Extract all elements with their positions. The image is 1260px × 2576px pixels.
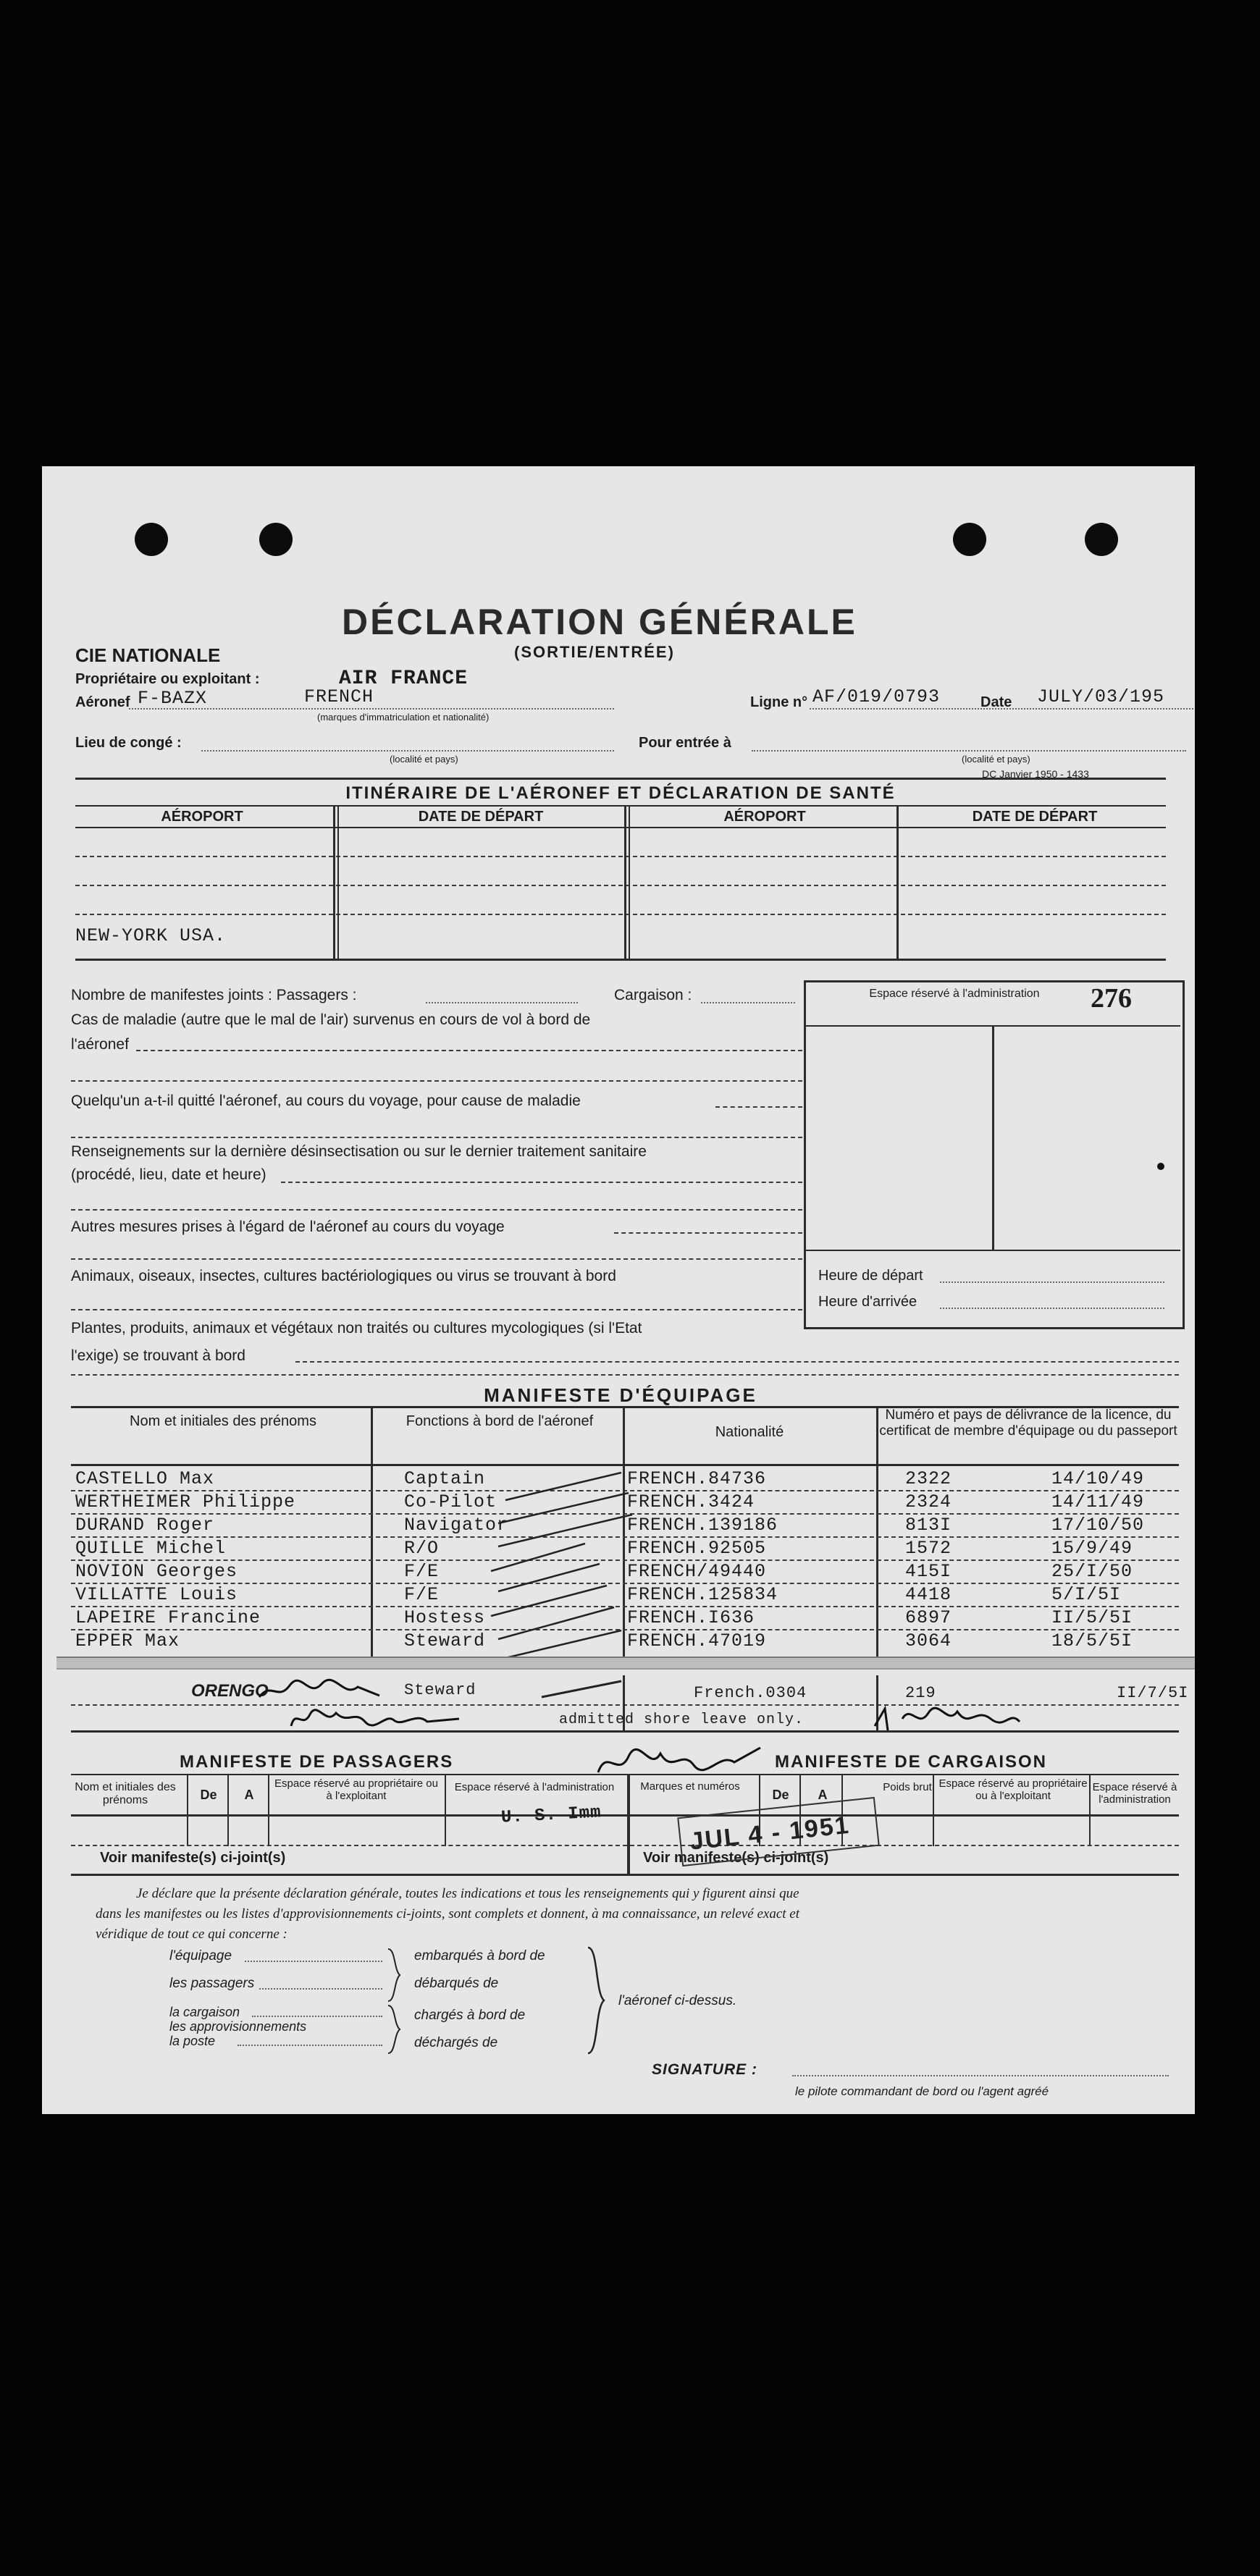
aeronef-value: F-BAZX — [138, 688, 208, 709]
handwriting-scribble — [592, 1741, 766, 1784]
crew-nationality: FRENCH.139186 — [627, 1515, 778, 1536]
pour-label: Pour entrée à — [639, 735, 731, 751]
rule — [75, 885, 1166, 886]
stamp-date: JUL 4 - 1951 — [688, 1811, 852, 1856]
page-title: DÉCLARATION GÉNÉRALE — [342, 602, 857, 642]
nationality-value: FRENCH — [304, 686, 374, 707]
crew-header-function: Fonctions à bord de l'aéronef — [406, 1413, 594, 1429]
crew-name: WERTHEIMER Philippe — [75, 1491, 296, 1512]
torn-strip — [56, 1657, 1195, 1670]
rule — [627, 1774, 630, 1874]
crew-licence: 2322 — [905, 1468, 952, 1489]
crew-header-licence: Numéro et pays de délivrance de la licence, du certificat de membre d'équipage ou du passeport — [879, 1407, 1177, 1439]
crew-nationality: FRENCH.I636 — [627, 1607, 755, 1628]
decl-debarques: débarqués de — [414, 1976, 499, 1991]
cargo-header-a: A — [818, 1788, 828, 1802]
large-brace — [584, 1946, 608, 2055]
rule — [896, 807, 899, 960]
crew-function: Co-Pilot — [404, 1491, 497, 1512]
decl-charges: chargés à bord de — [414, 2008, 526, 2023]
punch-hole — [953, 523, 986, 556]
crew-name: CASTELLO Max — [75, 1468, 215, 1489]
rule — [75, 959, 1166, 961]
rule — [71, 1845, 1179, 1846]
declaration-line-3: véridique de tout ce qui concerne : — [96, 1927, 287, 1942]
dotted-line — [259, 1988, 382, 1990]
crew-nationality: FRENCH.47019 — [627, 1630, 767, 1651]
crew-name: EPPER Max — [75, 1630, 180, 1651]
dc-reference: DC Janvier 1950 - 1433 — [982, 768, 1089, 780]
crew-licence-date: II/5/5I — [1051, 1607, 1133, 1628]
pax-header-de: De — [200, 1788, 217, 1802]
crew-name: DURAND Roger — [75, 1515, 215, 1536]
col-header-date-1: DATE DE DÉPART — [418, 809, 544, 825]
decl-poste: la poste — [169, 2034, 216, 2048]
crew-header-nationality: Nationalité — [715, 1424, 784, 1440]
rule — [227, 1774, 229, 1846]
rule — [992, 1025, 994, 1250]
pax-header-name: Nom et initiales des prénoms — [75, 1781, 176, 1807]
cargo-title: MANIFESTE DE CARGAISON — [775, 1752, 1048, 1772]
signature-label: SIGNATURE : — [652, 2061, 757, 2078]
date-value: JULY/03/195 — [1037, 686, 1165, 707]
rule — [445, 1774, 446, 1846]
rule — [75, 914, 1166, 915]
extra-crew-nationality: French.0304 — [694, 1684, 807, 1702]
lieu-note: (localité et pays) — [390, 754, 458, 765]
question-1b: l'aéronef — [71, 1036, 129, 1053]
crew-licence: 6897 — [905, 1607, 952, 1628]
crew-licence: 2324 — [905, 1491, 952, 1512]
rule — [624, 807, 626, 960]
cargo-header-poids: Poids brut — [883, 1781, 932, 1793]
punch-hole — [135, 523, 168, 556]
dotted-line — [129, 708, 614, 710]
cargo-voir: Voir manifeste(s) ci-joint(s) — [643, 1850, 829, 1866]
pax-header-a: A — [244, 1788, 254, 1802]
rule — [71, 1080, 802, 1082]
decl-aeronef: l'aéronef ci-dessus. — [618, 1993, 737, 2008]
admin-box-label: Espace réservé à l'administration — [869, 988, 1040, 1000]
first-airport: NEW-YORK USA. — [75, 925, 227, 946]
rule — [71, 1464, 1179, 1466]
question-1: Cas de maladie (autre que le mal de l'air) survenus en cours de vol à bord de — [71, 1011, 591, 1028]
cargo-header-reserve-prop: Espace réservé au propriétaire ou à l'exploitant — [938, 1777, 1088, 1802]
brace — [384, 2004, 406, 2055]
dotted-line — [940, 1281, 1164, 1283]
question-3: Renseignements sur la dernière désinsectisation ou sur le dernier traitement sanitaire — [71, 1143, 647, 1160]
crew-nationality: FRENCH.92505 — [627, 1538, 767, 1559]
crew-header-name: Nom et initiales des prénoms — [130, 1413, 316, 1429]
proprietaire-value: AIR FRANCE — [339, 668, 469, 690]
question-5: Animaux, oiseaux, insectes, cultures bactériologiques ou virus se trouvant à bord — [71, 1268, 616, 1284]
immigration-date-stamp — [677, 1797, 880, 1866]
declaration-line-2: dans les manifestes ou les listes d'approvisionnements ci-joints, sont complets et donnent, à ma connaissance, un relevé exact et — [96, 1906, 800, 1922]
crew-function: Captain — [404, 1468, 486, 1489]
crew-name: QUILLE Michel — [75, 1538, 227, 1559]
handwritten-marks — [476, 1468, 665, 1664]
rule — [75, 805, 1166, 807]
decl-decharges: déchargés de — [414, 2035, 498, 2050]
rule — [371, 1406, 373, 1662]
pax-header-reserve-prop: Espace réservé au propriétaire ou à l'exploitant — [274, 1777, 438, 1802]
rule — [75, 778, 1166, 780]
signature-note: le pilote commandant de bord ou l'agent agréé — [795, 2084, 1049, 2098]
rule — [933, 1774, 934, 1846]
admin-box-number: 276 — [1091, 983, 1132, 1014]
crew-licence: 1572 — [905, 1538, 952, 1559]
col-header-date-2: DATE DE DÉPART — [972, 809, 1098, 825]
rule — [71, 1730, 1179, 1733]
passengers-title: MANIFESTE DE PASSAGERS — [180, 1752, 454, 1772]
dotted-line — [238, 2045, 382, 2046]
handwriting-stroke — [534, 1675, 629, 1704]
heure-depart-label: Heure de départ — [818, 1268, 923, 1284]
crew-nationality: FRENCH/49440 — [627, 1561, 767, 1582]
ligne-value: AF/019/0793 — [812, 686, 941, 707]
itinerary-title: ITINÉRAIRE DE L'AÉRONEF ET DÉCLARATION DE SANTÉ — [345, 783, 896, 803]
crew-function: Navigator — [404, 1515, 509, 1536]
heure-arrivee-label: Heure d'arrivée — [818, 1294, 917, 1310]
extra-crew-function: Steward — [404, 1681, 476, 1699]
dotted-line — [426, 1002, 578, 1003]
manifests-label: Nombre de manifestes joints : Passagers : — [71, 987, 357, 1003]
crew-licence-date: 5/I/5I — [1051, 1584, 1122, 1605]
pax-voir: Voir manifeste(s) ci-joint(s) — [100, 1850, 286, 1866]
crew-nationality: FRENCH.84736 — [627, 1468, 767, 1489]
lieu-label: Lieu de congé : — [75, 735, 182, 751]
crew-function: F/E — [404, 1584, 440, 1605]
page-subtitle: (SORTIE/ENTRÉE) — [514, 643, 675, 661]
ligne-label: Ligne n° — [750, 694, 808, 710]
crew-licence: 415I — [905, 1561, 952, 1582]
question-3b: (procédé, lieu, date et heure) — [71, 1166, 266, 1183]
extra-crew-date: II/7/5I — [1117, 1684, 1189, 1702]
crew-name: LAPEIRE Francine — [75, 1607, 261, 1628]
rule — [715, 1106, 802, 1108]
punch-hole — [1085, 523, 1118, 556]
cargaison-label: Cargaison : — [614, 987, 692, 1003]
dotted-line — [252, 2016, 382, 2017]
handwriting-scribble — [256, 1677, 408, 1706]
crew-function: R/O — [404, 1538, 440, 1559]
rule — [333, 807, 335, 960]
crew-licence-date: 18/5/5I — [1051, 1630, 1133, 1651]
crew-licence-date: 25/I/50 — [1051, 1561, 1133, 1582]
question-2: Quelqu'un a-t-il quitté l'aéronef, au cours du voyage, pour cause de maladie — [71, 1093, 581, 1109]
decl-embarques: embarqués à bord de — [414, 1948, 545, 1963]
crew-licence: 3064 — [905, 1630, 952, 1651]
crew-function: F/E — [404, 1561, 440, 1582]
rule — [71, 1874, 1179, 1876]
decl-equipage: l'équipage — [169, 1948, 232, 1963]
cargo-header-de: De — [772, 1788, 789, 1802]
rule — [281, 1182, 802, 1183]
rule — [75, 856, 1166, 857]
rule — [136, 1050, 802, 1051]
crew-name: NOVION Georges — [75, 1561, 238, 1582]
decl-cargaison: la cargaison — [169, 2005, 240, 2019]
crew-nationality: FRENCH.125834 — [627, 1584, 778, 1605]
pour-note: (localité et pays) — [962, 754, 1030, 765]
question-6: Plantes, produits, animaux et végétaux non traités ou cultures mycologiques (si l'Etat — [71, 1320, 642, 1337]
rule — [71, 1774, 1179, 1775]
crew-licence-date: 14/10/49 — [1051, 1468, 1145, 1489]
dotted-line — [940, 1308, 1164, 1309]
crew-title: MANIFESTE D'ÉQUIPAGE — [484, 1384, 757, 1406]
crew-licence-date: 17/10/50 — [1051, 1515, 1145, 1536]
handwriting-scribble — [285, 1704, 560, 1733]
cargo-header-marques: Marques et numéros — [640, 1780, 740, 1793]
crew-licence-date: 15/9/49 — [1051, 1538, 1133, 1559]
rule — [295, 1361, 1179, 1363]
brace — [384, 1948, 406, 2003]
question-4: Autres mesures prises à l'égard de l'aéronef au cours du voyage — [71, 1218, 505, 1235]
rule — [268, 1774, 269, 1846]
decl-approv: les approvisionnements — [169, 2019, 307, 2034]
rule — [806, 1250, 1180, 1251]
shore-leave-note: admitted shore leave only. — [559, 1712, 805, 1728]
rule — [187, 1774, 188, 1846]
decl-passagers: les passagers — [169, 1976, 255, 1991]
crew-function: Steward — [404, 1630, 486, 1651]
aeronef-label: Aéronef — [75, 694, 130, 710]
crew-name: VILLATTE Louis — [75, 1584, 238, 1605]
cargo-header-reserve-admin: Espace réservé à l'administration — [1092, 1781, 1177, 1806]
immigration-stamp-text: U. S. Imm — [500, 1803, 602, 1828]
crew-licence: 4418 — [905, 1584, 952, 1605]
punch-hole — [259, 523, 293, 556]
rule — [1089, 1774, 1091, 1846]
dotted-line — [245, 1961, 382, 1962]
rule — [75, 827, 1166, 828]
declaration-sheet — [42, 466, 1195, 2114]
crew-licence-date: 14/11/49 — [1051, 1491, 1145, 1512]
rule — [629, 807, 630, 960]
col-header-airport-2: AÉROPORT — [723, 809, 806, 825]
date-label: Date — [980, 694, 1012, 710]
rule — [337, 807, 339, 960]
extra-crew-licence: 219 — [905, 1684, 936, 1702]
company-name: CIE NATIONALE — [75, 644, 221, 666]
crew-licence: 813I — [905, 1515, 952, 1536]
declaration-line-1: Je déclare que la présente déclaration générale, toutes les indications et tous les renseignements qui y figurent ainsi que — [136, 1886, 799, 1901]
marques-note: (marques d'immatriculation et nationalité) — [317, 712, 490, 723]
rule — [876, 1406, 878, 1662]
rule — [71, 1814, 1179, 1817]
rule — [71, 1374, 1179, 1376]
rule — [71, 1209, 802, 1211]
rule — [71, 1137, 802, 1138]
dotted-line — [752, 750, 1186, 752]
rule — [71, 1258, 802, 1260]
rule — [71, 1309, 802, 1310]
extra-crew-name: ORENGO — [191, 1681, 269, 1701]
col-header-airport-1: AÉROPORT — [161, 809, 243, 825]
pax-header-reserve-admin: Espace réservé à l'administration — [454, 1781, 615, 1793]
dotted-line — [701, 1002, 795, 1003]
dotted-line — [810, 708, 1193, 710]
handwriting-scribble — [868, 1697, 1027, 1741]
crew-nationality: FRENCH.3424 — [627, 1491, 755, 1512]
crew-function: Hostess — [404, 1607, 486, 1628]
question-6b: l'exige) se trouvant à bord — [71, 1347, 245, 1364]
ink-dot — [1157, 1163, 1164, 1170]
proprietaire-label: Propriétaire ou exploitant : — [75, 671, 260, 687]
dotted-line — [201, 750, 614, 752]
rule — [614, 1232, 802, 1234]
signature-line — [792, 2075, 1169, 2076]
